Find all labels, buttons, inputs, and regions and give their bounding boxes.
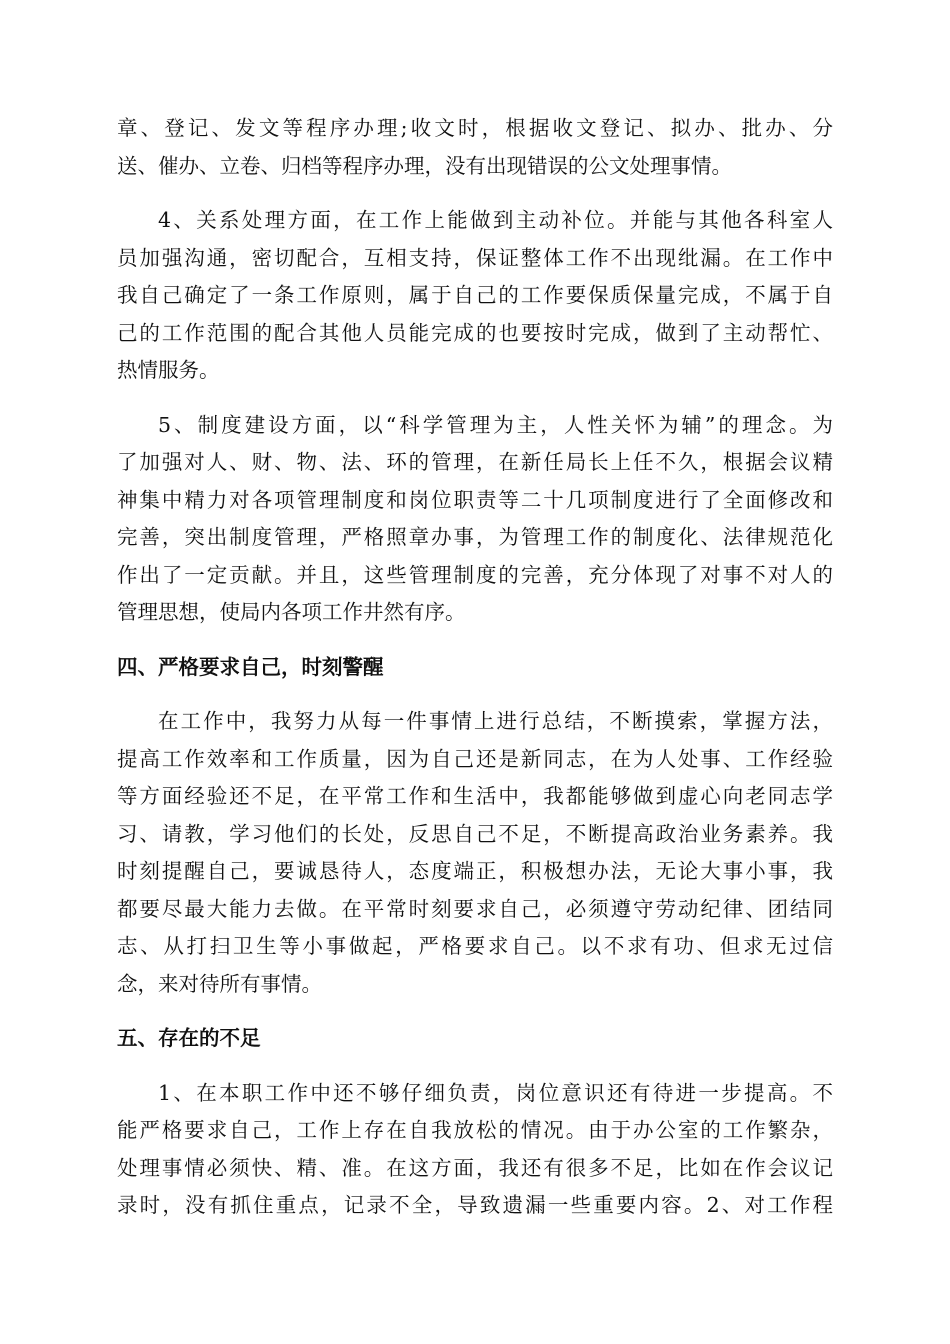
paragraph-document-processing bbox=[117, 110, 833, 185]
text-line: 神集中精力对各项管理制度和岗位职责等二十几项制度进行了全面修改和 bbox=[117, 487, 833, 512]
text-line: 能严格要求自己，工作上存在自我放松的情况。由于办公室的工作繁杂， bbox=[117, 1118, 833, 1142]
text-line: 1、在本职工作中还不够仔细负责，岗位意识还有待进一步提高。不 bbox=[158, 1080, 833, 1105]
text-line: 念，来对待所有事情。 bbox=[117, 971, 322, 996]
text-line: 5、制度建设方面，以“科学管理为主，人性关怀为辅”的理念。为 bbox=[158, 412, 833, 437]
text-line: 提高工作效率和工作质量，因为自己还是新同志，在为人处事、工作经验 bbox=[117, 746, 833, 771]
text-line: 4、关系处理方面，在工作上能做到主动补位。并能与其他各科室人 bbox=[158, 208, 833, 232]
text-line: 员加强沟通，密切配合，互相支持，保证整体工作不出现纰漏。在工作中 bbox=[117, 245, 833, 270]
text-line: 我自己确定了一条工作原则，属于自己的工作要保质保量完成，不属于自 bbox=[117, 283, 833, 307]
section-heading-four: 四、严格要求自己，时刻警醒 bbox=[117, 654, 384, 679]
document-page bbox=[117, 110, 833, 1242]
text-line: 己的工作范围的配合其他人员能完成的也要按时完成，做到了主动帮忙、 bbox=[117, 320, 833, 345]
paragraph-self-discipline bbox=[117, 703, 833, 1003]
text-line: 送、催办、立卷、归档等程序办理，没有出现错误的公文处理事情。 bbox=[117, 153, 732, 178]
text-line: 章、登记、发文等程序办理;收文时，根据收文登记、拟办、批办、分 bbox=[117, 116, 833, 140]
text-line: 时刻提醒自己，要诚恳待人，态度端正，积极想办法，无论大事小事，我 bbox=[117, 859, 833, 883]
text-line: 作出了一定贡献。并且，这些管理制度的完善，充分体现了对事不对人的 bbox=[117, 562, 833, 587]
text-line: 管理思想，使局内各项工作井然有序。 bbox=[117, 600, 466, 624]
text-line: 录时，没有抓住重点，记录不全，导致遗漏一些重要内容。2、对工作程 bbox=[117, 1193, 833, 1217]
text-line: 在工作中，我努力从每一件事情上进行总结，不断摸索，掌握方法， bbox=[158, 709, 833, 733]
text-line: 习、请教，学习他们的长处，反思自己不足，不断提高政治业务素养。我 bbox=[117, 821, 833, 846]
paragraph-shortcomings bbox=[117, 1075, 833, 1225]
paragraph-system-building bbox=[117, 407, 833, 632]
paragraph-relationship-handling bbox=[117, 202, 833, 390]
text-line: 志、从打扫卫生等小事做起，严格要求自己。以不求有功、但求无过信 bbox=[117, 934, 833, 958]
text-line: 完善，突出制度管理，严格照章办事，为管理工作的制度化、法律规范化 bbox=[117, 525, 833, 549]
text-line: 等方面经验还不足，在平常工作和生活中，我都能够做到虚心向老同志学 bbox=[117, 784, 833, 808]
section-heading-five: 五、存在的不足 bbox=[117, 1026, 261, 1050]
text-line: 热情服务。 bbox=[117, 358, 220, 382]
text-line: 都要尽最大能力去做。在平常时刻要求自己，必须遵守劳动纪律、团结同 bbox=[117, 896, 833, 921]
text-line: 了加强对人、财、物、法、环的管理，在新任局长上任不久，根据会议精 bbox=[117, 450, 833, 474]
text-line: 处理事情必须快、精、准。在这方面，我还有很多不足，比如在作会议记 bbox=[117, 1155, 833, 1180]
